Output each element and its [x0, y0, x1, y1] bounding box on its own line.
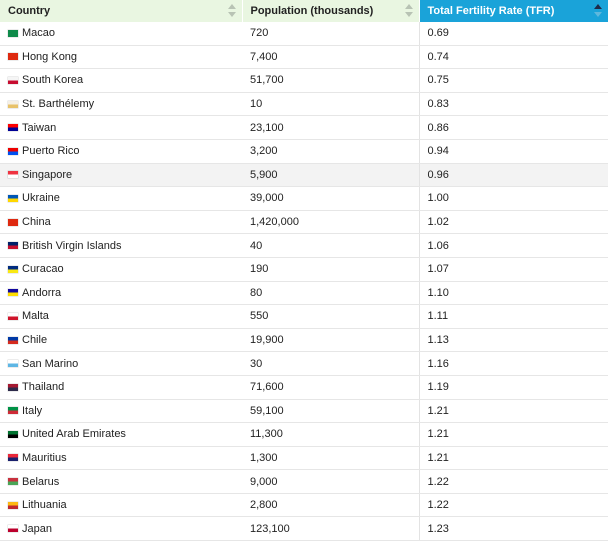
- flag-icon: [8, 30, 18, 37]
- table-row[interactable]: [0, 352, 608, 376]
- tfr-cell: 0.75: [419, 69, 608, 93]
- country-name: Macao: [22, 27, 56, 40]
- tfr-cell: 1.13: [419, 328, 608, 352]
- flag-icon: [8, 525, 18, 532]
- country-name: St. Barthélemy: [22, 98, 95, 111]
- population-cell: 2,800: [242, 493, 419, 517]
- tfr-cell: 1.02: [419, 210, 608, 234]
- country-name: Italy: [22, 404, 43, 417]
- population-cell: 123,100: [242, 517, 419, 541]
- table-row[interactable]: [0, 328, 608, 352]
- table-row[interactable]: [0, 92, 608, 116]
- country-name: Thailand: [22, 381, 65, 394]
- table-header-row: [0, 0, 608, 22]
- tfr-cell: 1.00: [419, 187, 608, 211]
- country-name: Taiwan: [22, 121, 57, 134]
- country-cell: [0, 399, 242, 423]
- population-cell: 51,700: [242, 69, 419, 93]
- table-row[interactable]: [0, 234, 608, 258]
- table-row[interactable]: [0, 210, 608, 234]
- tfr-cell: 1.11: [419, 305, 608, 329]
- population-cell: 40: [242, 234, 419, 258]
- population-cell: 30: [242, 352, 419, 376]
- tfr-cell: 1.22: [419, 470, 608, 494]
- flag-icon: [8, 407, 18, 414]
- population-cell: 3,200: [242, 139, 419, 163]
- country-name: Singapore: [22, 168, 73, 181]
- table-row[interactable]: [0, 163, 608, 187]
- flag-icon: [8, 289, 18, 296]
- flag-icon: [8, 431, 18, 438]
- country-cell: [0, 352, 242, 376]
- tfr-cell: 1.22: [419, 493, 608, 517]
- sort-ascending-icon[interactable]: [594, 3, 602, 19]
- country-name: Puerto Rico: [22, 145, 80, 158]
- country-name: Japan: [22, 522, 52, 535]
- population-cell: 80: [242, 281, 419, 305]
- flag-icon: [8, 454, 18, 461]
- country-cell: [0, 210, 242, 234]
- country-cell: [0, 375, 242, 399]
- country-cell: [0, 92, 242, 116]
- tfr-cell: 0.69: [419, 22, 608, 45]
- tfr-cell: 1.23: [419, 517, 608, 541]
- country-cell: [0, 517, 242, 541]
- tfr-cell: 1.21: [419, 423, 608, 447]
- tfr-cell: 0.94: [419, 139, 608, 163]
- country-name: Malta: [22, 310, 49, 323]
- tfr-cell: 1.21: [419, 399, 608, 423]
- country-name: Andorra: [22, 286, 62, 299]
- country-cell: [0, 116, 242, 140]
- table-row[interactable]: [0, 375, 608, 399]
- population-cell: 720: [242, 22, 419, 45]
- population-cell: 11,300: [242, 423, 419, 447]
- country-cell: [0, 234, 242, 258]
- tfr-cell: 0.86: [419, 116, 608, 140]
- population-cell: 9,000: [242, 470, 419, 494]
- country-name: San Marino: [22, 357, 79, 370]
- tfr-cell: 1.10: [419, 281, 608, 305]
- country-cell: [0, 257, 242, 281]
- population-cell: 550: [242, 305, 419, 329]
- flag-icon: [8, 124, 18, 131]
- flag-icon: [8, 242, 18, 249]
- country-cell: [0, 470, 242, 494]
- tfr-cell: 1.21: [419, 446, 608, 470]
- flag-icon: [8, 384, 18, 391]
- flag-icon: [8, 195, 18, 202]
- flag-icon: [8, 266, 18, 273]
- country-cell: [0, 22, 242, 45]
- column-header-population[interactable]: [242, 0, 419, 22]
- country-name: China: [22, 216, 51, 229]
- table-row[interactable]: [0, 446, 608, 470]
- population-cell: 59,100: [242, 399, 419, 423]
- flag-icon: [8, 77, 18, 84]
- population-cell: 190: [242, 257, 419, 281]
- population-cell: 1,420,000: [242, 210, 419, 234]
- column-header-label: Country: [8, 5, 51, 17]
- country-cell: [0, 69, 242, 93]
- population-cell: 5,900: [242, 163, 419, 187]
- flag-icon: [8, 478, 18, 485]
- tfr-cell: 0.83: [419, 92, 608, 116]
- country-cell: [0, 45, 242, 69]
- column-header-label: Total Fertility Rate (TFR): [427, 5, 555, 17]
- country-cell: [0, 423, 242, 447]
- table-row[interactable]: [0, 69, 608, 93]
- country-cell: [0, 281, 242, 305]
- flag-icon: [8, 360, 18, 367]
- population-cell: 19,900: [242, 328, 419, 352]
- sort-arrows-icon[interactable]: [405, 3, 413, 19]
- country-cell: [0, 446, 242, 470]
- country-name: British Virgin Islands: [22, 239, 122, 252]
- population-cell: 1,300: [242, 446, 419, 470]
- table-row[interactable]: [0, 399, 608, 423]
- flag-icon: [8, 148, 18, 155]
- flag-icon: [8, 219, 18, 226]
- table-row[interactable]: [0, 305, 608, 329]
- country-name: Curacao: [22, 263, 64, 276]
- table-body: [0, 22, 608, 541]
- column-header-tfr[interactable]: [419, 0, 608, 22]
- country-name: Lithuania: [22, 499, 67, 512]
- flag-icon: [8, 53, 18, 60]
- country-cell: [0, 493, 242, 517]
- population-cell: 10: [242, 92, 419, 116]
- flag-icon: [8, 313, 18, 320]
- population-cell: 71,600: [242, 375, 419, 399]
- tfr-cell: 1.07: [419, 257, 608, 281]
- country-cell: [0, 187, 242, 211]
- tfr-cell: 1.19: [419, 375, 608, 399]
- flag-icon: [8, 171, 18, 178]
- table-row[interactable]: [0, 517, 608, 541]
- tfr-cell: 1.16: [419, 352, 608, 376]
- country-name: Mauritius: [22, 451, 67, 464]
- table-row[interactable]: [0, 187, 608, 211]
- country-name: Ukraine: [22, 192, 60, 205]
- flag-icon: [8, 337, 18, 344]
- country-cell: [0, 139, 242, 163]
- country-name: United Arab Emirates: [22, 428, 126, 441]
- country-name: Belarus: [22, 475, 60, 488]
- tfr-cell: 1.06: [419, 234, 608, 258]
- population-cell: 7,400: [242, 45, 419, 69]
- population-cell: 39,000: [242, 187, 419, 211]
- table-row[interactable]: [0, 281, 608, 305]
- table-row[interactable]: [0, 257, 608, 281]
- table-row[interactable]: [0, 493, 608, 517]
- sort-arrows-icon[interactable]: [228, 3, 236, 19]
- country-name: South Korea: [22, 74, 84, 87]
- country-cell: [0, 163, 242, 187]
- tfr-cell: 0.74: [419, 45, 608, 69]
- flag-icon: [8, 101, 18, 108]
- table-row[interactable]: [0, 22, 608, 45]
- table-row[interactable]: [0, 45, 608, 69]
- country-cell: [0, 305, 242, 329]
- country-cell: [0, 328, 242, 352]
- column-header-country[interactable]: [0, 0, 242, 22]
- table-row[interactable]: [0, 139, 608, 163]
- column-header-label: Population (thousands): [250, 5, 374, 17]
- population-cell: 23,100: [242, 116, 419, 140]
- table-row[interactable]: [0, 470, 608, 494]
- country-name: Chile: [22, 334, 48, 347]
- flag-icon: [8, 502, 18, 509]
- tfr-cell: 0.96: [419, 163, 608, 187]
- table-row[interactable]: [0, 116, 608, 140]
- table-row[interactable]: [0, 423, 608, 447]
- country-name: Hong Kong: [22, 50, 78, 63]
